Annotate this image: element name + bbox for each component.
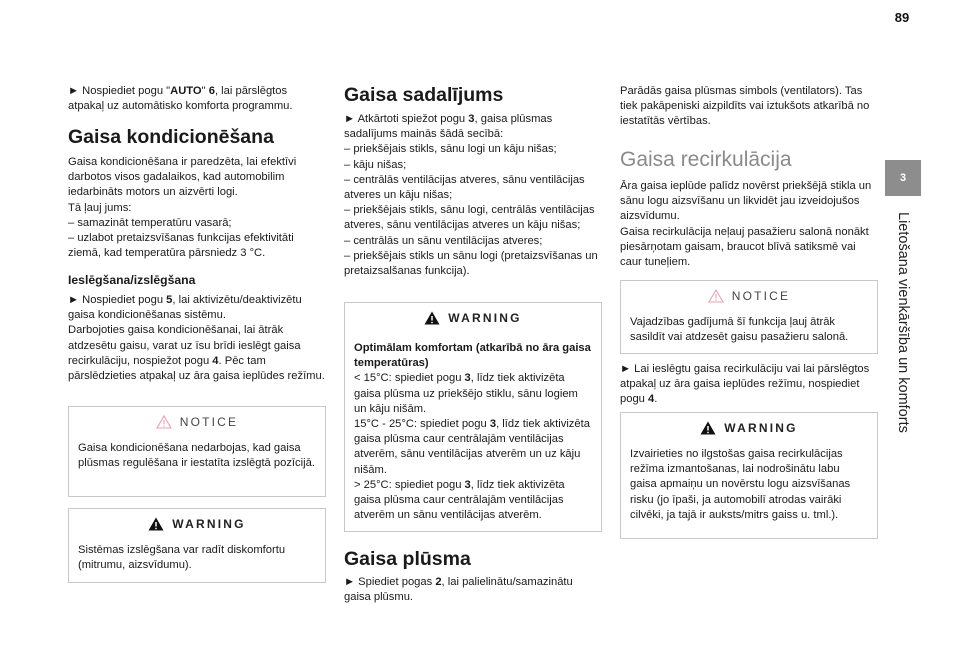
- page-number: 89: [894, 10, 910, 25]
- warning-triangle-icon: [700, 421, 716, 435]
- notice-text: Gaisa kondicionēšana nedarbojas, kad gaisa plūsmas regulēšana ir iestatīta izslēgtā pozīcijā.: [78, 442, 315, 470]
- recirculation-heading: Gaisa recirkulācija: [620, 148, 792, 171]
- warning-triangle-icon: [424, 311, 440, 325]
- onoff-description: ► Nospiediet pogu 5, lai aktivizētu/deaktivizētu gaisa kondicionēšanas sistēmu. Darbojoties gaisa kondicionēšanai, lai ātrāk atdzesētu gaisu, varat uz īsu brīdi ieslēgt gaisa recirkulāciju, nospiežot pogu 4. Pēc tam pārslēdzieties atpakaļ uz āra gaisa ieplūdes režīmu.: [68, 294, 325, 383]
- warning-box: [68, 508, 326, 583]
- comfort-warning-box: [344, 302, 602, 532]
- airflow-description: ► Spiediet pogas 2, lai palielinātu/samazinātu gaisa plūsmu.: [344, 576, 573, 604]
- warning-label: WARNING: [724, 421, 798, 435]
- auto-instruction: ► Nospiediet pogu "AUTO" 6, lai pārslēgtos atpakaļ uz automātisko komforta programmu.: [68, 85, 293, 113]
- chapter-title: Lietošana vienkāršība un komforts: [895, 212, 911, 433]
- warning-label: WARNING: [172, 517, 246, 531]
- warning-text: Sistēmas izslēgšana var radīt diskomfortu (mitrumu, aizsvīdumu).: [78, 544, 286, 572]
- notice-triangle-icon: [156, 415, 172, 429]
- distribution-heading: Gaisa sadalījums: [344, 84, 504, 106]
- recirculation-instruction: ► Lai ieslēgtu gaisa recirkulāciju vai lai pārslēgtos atpakaļ uz āra gaisa ieplūdes režīmu, nospiediet pogu 4.: [620, 363, 870, 406]
- notice-text: Vajadzības gadījumā šī funkcija ļauj ātrāk sasildīt vai atdzesēt gaisu pasažieru salonā.: [630, 316, 849, 344]
- warning-label: WARNING: [448, 311, 522, 325]
- chapter-number-tab[interactable]: 3: [885, 160, 921, 196]
- recirculation-description: Āra gaisa ieplūde palīdz novērst priekšējā stikla un sānu logu aizsvīšanu un likvidēt jau izveidojušos aizsvīdumu. Gaisa recirkulācija neļauj pasažieru salonā nonākt piesārņotam gaisam, braucot blīvā satiksmē vai caur tuneļiem.: [620, 180, 872, 269]
- comfort-warning-title: Optimālam komfortam (atkarībā no āra gaisa temperatūras): [354, 342, 591, 370]
- comfort-warning-text: [345, 333, 601, 523]
- notice-label: NOTICE: [731, 289, 791, 303]
- warning-triangle-icon: [148, 517, 164, 531]
- recirculation-warning-box: [620, 412, 878, 539]
- notice-triangle-icon: [708, 289, 724, 303]
- ac-description: Gaisa kondicionēšana ir paredzēta, lai efektīvi darbotos visos gadalaikos, kad automobilim iedarbināts motors un aizvērti logi. Tā ļauj jums: – samazināt temperatūru vasarā; – uzlabot pretaizsvīšanas funkcijas efektivitāti ziemā, kad temperatūra pārsniedz 3 °C.: [68, 156, 297, 260]
- ac-heading: Gaisa kondicionēšana: [68, 126, 274, 148]
- notice-box: [68, 406, 326, 497]
- notice-box: [620, 280, 878, 354]
- distribution-description: ► Atkārtoti spiežot pogu 3, gaisa plūsmas sadalījums mainās šādā secībā: – priekšējais stikls, sānu logi un kāju nišas; – kāju nišas; – centrālās ventilācijas atveres, sānu ventilācijas atveres un kāju nišas; – priekšējais stikls, sānu logi, centrālās ventilācijas atveres, sānu ventilācijas atveres un kāju nišas; – centrālās un sānu ventilācijas atveres; – priekšējais stikls un sānu logi (pretaizsvīšanas un pretaizsalšanas funkcija).: [344, 113, 598, 278]
- comfort-line-high: > 25°C: spiediet pogu 3, līdz tiek aktivizēta gaisa plūsma caur centrālajām ventilācijas atverēm un sānu ventilācijas atverēm.: [354, 478, 565, 522]
- onoff-heading: Ieslēgšana/izslēgšana: [68, 273, 196, 287]
- notice-label: NOTICE: [179, 415, 239, 429]
- comfort-line-mid: 15°C - 25°C: spiediet pogu 3, līdz tiek aktivizēta gaisa plūsma caur centrālajām ventilācijas atverēm, sānu ventilācijas atverēm un uz kāju nišām.: [354, 418, 590, 476]
- fan-symbol-description: Parādās gaisa plūsmas simbols (ventilators). Tas tiek pakāpeniski aizpildīts vai iztukšots atkarībā no iestatītās vērtības.: [620, 85, 870, 128]
- airflow-heading: Gaisa plūsma: [344, 548, 471, 570]
- comfort-line-low: < 15°C: spiediet pogu 3, līdz tiek aktivizēta gaisa plūsma uz priekšējo stiklu, sānu logiem un kāju nišām.: [354, 372, 578, 415]
- warning-text: Izvairieties no ilgstošas gaisa recirkulācijas režīma izmantošanas, lai nodrošinātu labu gaisa apmaiņu un novērstu logu aizsvīšanas risku (jo īpaši, ja automobilī atrodas vairāki cilvēki, ja tajā ir auksts/mitrs gaiss u. tml.).: [630, 448, 851, 521]
